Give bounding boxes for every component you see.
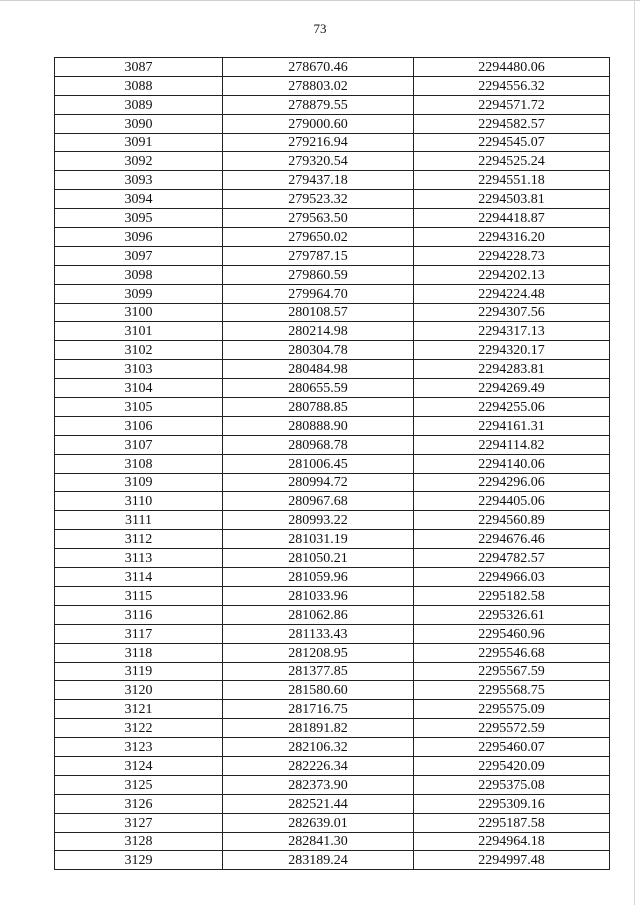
table-row bbox=[55, 209, 610, 228]
table-row bbox=[55, 379, 610, 398]
x-coordinate-cell: 280993.22 bbox=[223, 511, 414, 530]
point-number-cell: 3107 bbox=[55, 435, 223, 454]
y-coordinate-cell: 2294480.06 bbox=[414, 58, 610, 77]
y-coordinate-cell: 2294676.46 bbox=[414, 530, 610, 549]
x-coordinate-cell: 280484.98 bbox=[223, 360, 414, 379]
y-coordinate-cell: 2294545.07 bbox=[414, 133, 610, 152]
point-number-cell: 3093 bbox=[55, 171, 223, 190]
point-number-cell: 3094 bbox=[55, 190, 223, 209]
table-row bbox=[55, 549, 610, 568]
point-number-cell: 3095 bbox=[55, 209, 223, 228]
page-edge bbox=[634, 0, 635, 905]
x-coordinate-cell: 280968.78 bbox=[223, 435, 414, 454]
table-row bbox=[55, 794, 610, 813]
table-row bbox=[55, 152, 610, 171]
table-row bbox=[55, 643, 610, 662]
point-number-cell: 3111 bbox=[55, 511, 223, 530]
y-coordinate-cell: 2295460.96 bbox=[414, 624, 610, 643]
y-coordinate-cell: 2295182.58 bbox=[414, 586, 610, 605]
point-number-cell: 3118 bbox=[55, 643, 223, 662]
y-coordinate-cell: 2294320.17 bbox=[414, 341, 610, 360]
x-coordinate-cell: 279650.02 bbox=[223, 228, 414, 247]
table-row bbox=[55, 775, 610, 794]
y-coordinate-cell: 2294269.49 bbox=[414, 379, 610, 398]
table-row bbox=[55, 492, 610, 511]
point-number-cell: 3128 bbox=[55, 832, 223, 851]
x-coordinate-cell: 279563.50 bbox=[223, 209, 414, 228]
x-coordinate-cell: 280304.78 bbox=[223, 341, 414, 360]
y-coordinate-cell: 2294405.06 bbox=[414, 492, 610, 511]
x-coordinate-cell: 281377.85 bbox=[223, 662, 414, 681]
x-coordinate-cell: 281031.19 bbox=[223, 530, 414, 549]
table-row bbox=[55, 114, 610, 133]
point-number-cell: 3087 bbox=[55, 58, 223, 77]
x-coordinate-cell: 280108.57 bbox=[223, 303, 414, 322]
table-row bbox=[55, 171, 610, 190]
point-number-cell: 3090 bbox=[55, 114, 223, 133]
y-coordinate-cell: 2294966.03 bbox=[414, 568, 610, 587]
point-number-cell: 3089 bbox=[55, 95, 223, 114]
y-coordinate-cell: 2294202.13 bbox=[414, 265, 610, 284]
table-row bbox=[55, 530, 610, 549]
point-number-cell: 3124 bbox=[55, 756, 223, 775]
table-row bbox=[55, 284, 610, 303]
y-coordinate-cell: 2294283.81 bbox=[414, 360, 610, 379]
table-row bbox=[55, 265, 610, 284]
x-coordinate-cell: 280888.90 bbox=[223, 416, 414, 435]
table-row bbox=[55, 662, 610, 681]
y-coordinate-cell: 2295567.59 bbox=[414, 662, 610, 681]
x-coordinate-cell: 282373.90 bbox=[223, 775, 414, 794]
y-coordinate-cell: 2294140.06 bbox=[414, 454, 610, 473]
coordinates-table bbox=[54, 57, 610, 870]
point-number-cell: 3129 bbox=[55, 851, 223, 870]
table-row bbox=[55, 586, 610, 605]
x-coordinate-cell: 281716.75 bbox=[223, 700, 414, 719]
y-coordinate-cell: 2294782.57 bbox=[414, 549, 610, 568]
y-coordinate-cell: 2294296.06 bbox=[414, 473, 610, 492]
table-row bbox=[55, 832, 610, 851]
point-number-cell: 3092 bbox=[55, 152, 223, 171]
y-coordinate-cell: 2294418.87 bbox=[414, 209, 610, 228]
x-coordinate-cell: 281062.86 bbox=[223, 605, 414, 624]
y-coordinate-cell: 2295187.58 bbox=[414, 813, 610, 832]
x-coordinate-cell: 281891.82 bbox=[223, 719, 414, 738]
x-coordinate-cell: 279860.59 bbox=[223, 265, 414, 284]
y-coordinate-cell: 2294228.73 bbox=[414, 246, 610, 265]
y-coordinate-cell: 2294571.72 bbox=[414, 95, 610, 114]
y-coordinate-cell: 2294307.56 bbox=[414, 303, 610, 322]
x-coordinate-cell: 282521.44 bbox=[223, 794, 414, 813]
x-coordinate-cell: 279523.32 bbox=[223, 190, 414, 209]
y-coordinate-cell: 2294224.48 bbox=[414, 284, 610, 303]
top-rule bbox=[0, 0, 640, 1]
y-coordinate-cell: 2294582.57 bbox=[414, 114, 610, 133]
x-coordinate-cell: 279437.18 bbox=[223, 171, 414, 190]
y-coordinate-cell: 2294556.32 bbox=[414, 76, 610, 95]
y-coordinate-cell: 2294255.06 bbox=[414, 398, 610, 417]
point-number-cell: 3104 bbox=[55, 379, 223, 398]
x-coordinate-cell: 282639.01 bbox=[223, 813, 414, 832]
point-number-cell: 3115 bbox=[55, 586, 223, 605]
y-coordinate-cell: 2294161.31 bbox=[414, 416, 610, 435]
point-number-cell: 3114 bbox=[55, 568, 223, 587]
table-row bbox=[55, 605, 610, 624]
table-row bbox=[55, 398, 610, 417]
table-row bbox=[55, 851, 610, 870]
y-coordinate-cell: 2294997.48 bbox=[414, 851, 610, 870]
x-coordinate-cell: 283189.24 bbox=[223, 851, 414, 870]
point-number-cell: 3091 bbox=[55, 133, 223, 152]
y-coordinate-cell: 2295375.08 bbox=[414, 775, 610, 794]
y-coordinate-cell: 2294964.18 bbox=[414, 832, 610, 851]
point-number-cell: 3113 bbox=[55, 549, 223, 568]
point-number-cell: 3112 bbox=[55, 530, 223, 549]
x-coordinate-cell: 281208.95 bbox=[223, 643, 414, 662]
x-coordinate-cell: 281006.45 bbox=[223, 454, 414, 473]
table-row bbox=[55, 624, 610, 643]
x-coordinate-cell: 279000.60 bbox=[223, 114, 414, 133]
point-number-cell: 3109 bbox=[55, 473, 223, 492]
x-coordinate-cell: 281050.21 bbox=[223, 549, 414, 568]
table-row bbox=[55, 813, 610, 832]
table-row bbox=[55, 190, 610, 209]
point-number-cell: 3102 bbox=[55, 341, 223, 360]
table-row bbox=[55, 681, 610, 700]
x-coordinate-cell: 282106.32 bbox=[223, 738, 414, 757]
point-number-cell: 3106 bbox=[55, 416, 223, 435]
point-number-cell: 3103 bbox=[55, 360, 223, 379]
point-number-cell: 3119 bbox=[55, 662, 223, 681]
table-row bbox=[55, 738, 610, 757]
point-number-cell: 3122 bbox=[55, 719, 223, 738]
x-coordinate-cell: 278670.46 bbox=[223, 58, 414, 77]
x-coordinate-cell: 279787.15 bbox=[223, 246, 414, 265]
x-coordinate-cell: 280788.85 bbox=[223, 398, 414, 417]
y-coordinate-cell: 2294114.82 bbox=[414, 435, 610, 454]
point-number-cell: 3105 bbox=[55, 398, 223, 417]
table-row bbox=[55, 95, 610, 114]
table-row bbox=[55, 322, 610, 341]
x-coordinate-cell: 279964.70 bbox=[223, 284, 414, 303]
y-coordinate-cell: 2294551.18 bbox=[414, 171, 610, 190]
y-coordinate-cell: 2295575.09 bbox=[414, 700, 610, 719]
y-coordinate-cell: 2295568.75 bbox=[414, 681, 610, 700]
table-row bbox=[55, 700, 610, 719]
point-number-cell: 3110 bbox=[55, 492, 223, 511]
table-row bbox=[55, 76, 610, 95]
x-coordinate-cell: 281059.96 bbox=[223, 568, 414, 587]
y-coordinate-cell: 2295309.16 bbox=[414, 794, 610, 813]
coordinates-table-body bbox=[55, 58, 610, 870]
y-coordinate-cell: 2295420.09 bbox=[414, 756, 610, 775]
point-number-cell: 3096 bbox=[55, 228, 223, 247]
point-number-cell: 3125 bbox=[55, 775, 223, 794]
y-coordinate-cell: 2295546.68 bbox=[414, 643, 610, 662]
table-row bbox=[55, 246, 610, 265]
point-number-cell: 3098 bbox=[55, 265, 223, 284]
x-coordinate-cell: 281133.43 bbox=[223, 624, 414, 643]
x-coordinate-cell: 280214.98 bbox=[223, 322, 414, 341]
table-row bbox=[55, 416, 610, 435]
point-number-cell: 3101 bbox=[55, 322, 223, 341]
point-number-cell: 3108 bbox=[55, 454, 223, 473]
point-number-cell: 3100 bbox=[55, 303, 223, 322]
table-row bbox=[55, 473, 610, 492]
x-coordinate-cell: 281580.60 bbox=[223, 681, 414, 700]
table-row bbox=[55, 360, 610, 379]
y-coordinate-cell: 2294560.89 bbox=[414, 511, 610, 530]
table-row bbox=[55, 568, 610, 587]
y-coordinate-cell: 2295460.07 bbox=[414, 738, 610, 757]
point-number-cell: 3126 bbox=[55, 794, 223, 813]
y-coordinate-cell: 2295572.59 bbox=[414, 719, 610, 738]
y-coordinate-cell: 2294317.13 bbox=[414, 322, 610, 341]
y-coordinate-cell: 2294525.24 bbox=[414, 152, 610, 171]
point-number-cell: 3121 bbox=[55, 700, 223, 719]
y-coordinate-cell: 2295326.61 bbox=[414, 605, 610, 624]
point-number-cell: 3123 bbox=[55, 738, 223, 757]
point-number-cell: 3097 bbox=[55, 246, 223, 265]
point-number-cell: 3099 bbox=[55, 284, 223, 303]
x-coordinate-cell: 282841.30 bbox=[223, 832, 414, 851]
table-row bbox=[55, 341, 610, 360]
y-coordinate-cell: 2294316.20 bbox=[414, 228, 610, 247]
x-coordinate-cell: 280967.68 bbox=[223, 492, 414, 511]
point-number-cell: 3120 bbox=[55, 681, 223, 700]
table-row bbox=[55, 454, 610, 473]
table-row bbox=[55, 303, 610, 322]
point-number-cell: 3117 bbox=[55, 624, 223, 643]
point-number-cell: 3127 bbox=[55, 813, 223, 832]
x-coordinate-cell: 282226.34 bbox=[223, 756, 414, 775]
page-number: 73 bbox=[313, 21, 327, 36]
x-coordinate-cell: 279216.94 bbox=[223, 133, 414, 152]
point-number-cell: 3116 bbox=[55, 605, 223, 624]
table-row bbox=[55, 133, 610, 152]
x-coordinate-cell: 278803.02 bbox=[223, 76, 414, 95]
point-number-cell: 3088 bbox=[55, 76, 223, 95]
x-coordinate-cell: 281033.96 bbox=[223, 586, 414, 605]
y-coordinate-cell: 2294503.81 bbox=[414, 190, 610, 209]
table-row bbox=[55, 58, 610, 77]
x-coordinate-cell: 279320.54 bbox=[223, 152, 414, 171]
table-row bbox=[55, 719, 610, 738]
x-coordinate-cell: 278879.55 bbox=[223, 95, 414, 114]
table-row bbox=[55, 511, 610, 530]
table-row bbox=[55, 228, 610, 247]
x-coordinate-cell: 280994.72 bbox=[223, 473, 414, 492]
table-row bbox=[55, 756, 610, 775]
x-coordinate-cell: 280655.59 bbox=[223, 379, 414, 398]
table-row bbox=[55, 435, 610, 454]
